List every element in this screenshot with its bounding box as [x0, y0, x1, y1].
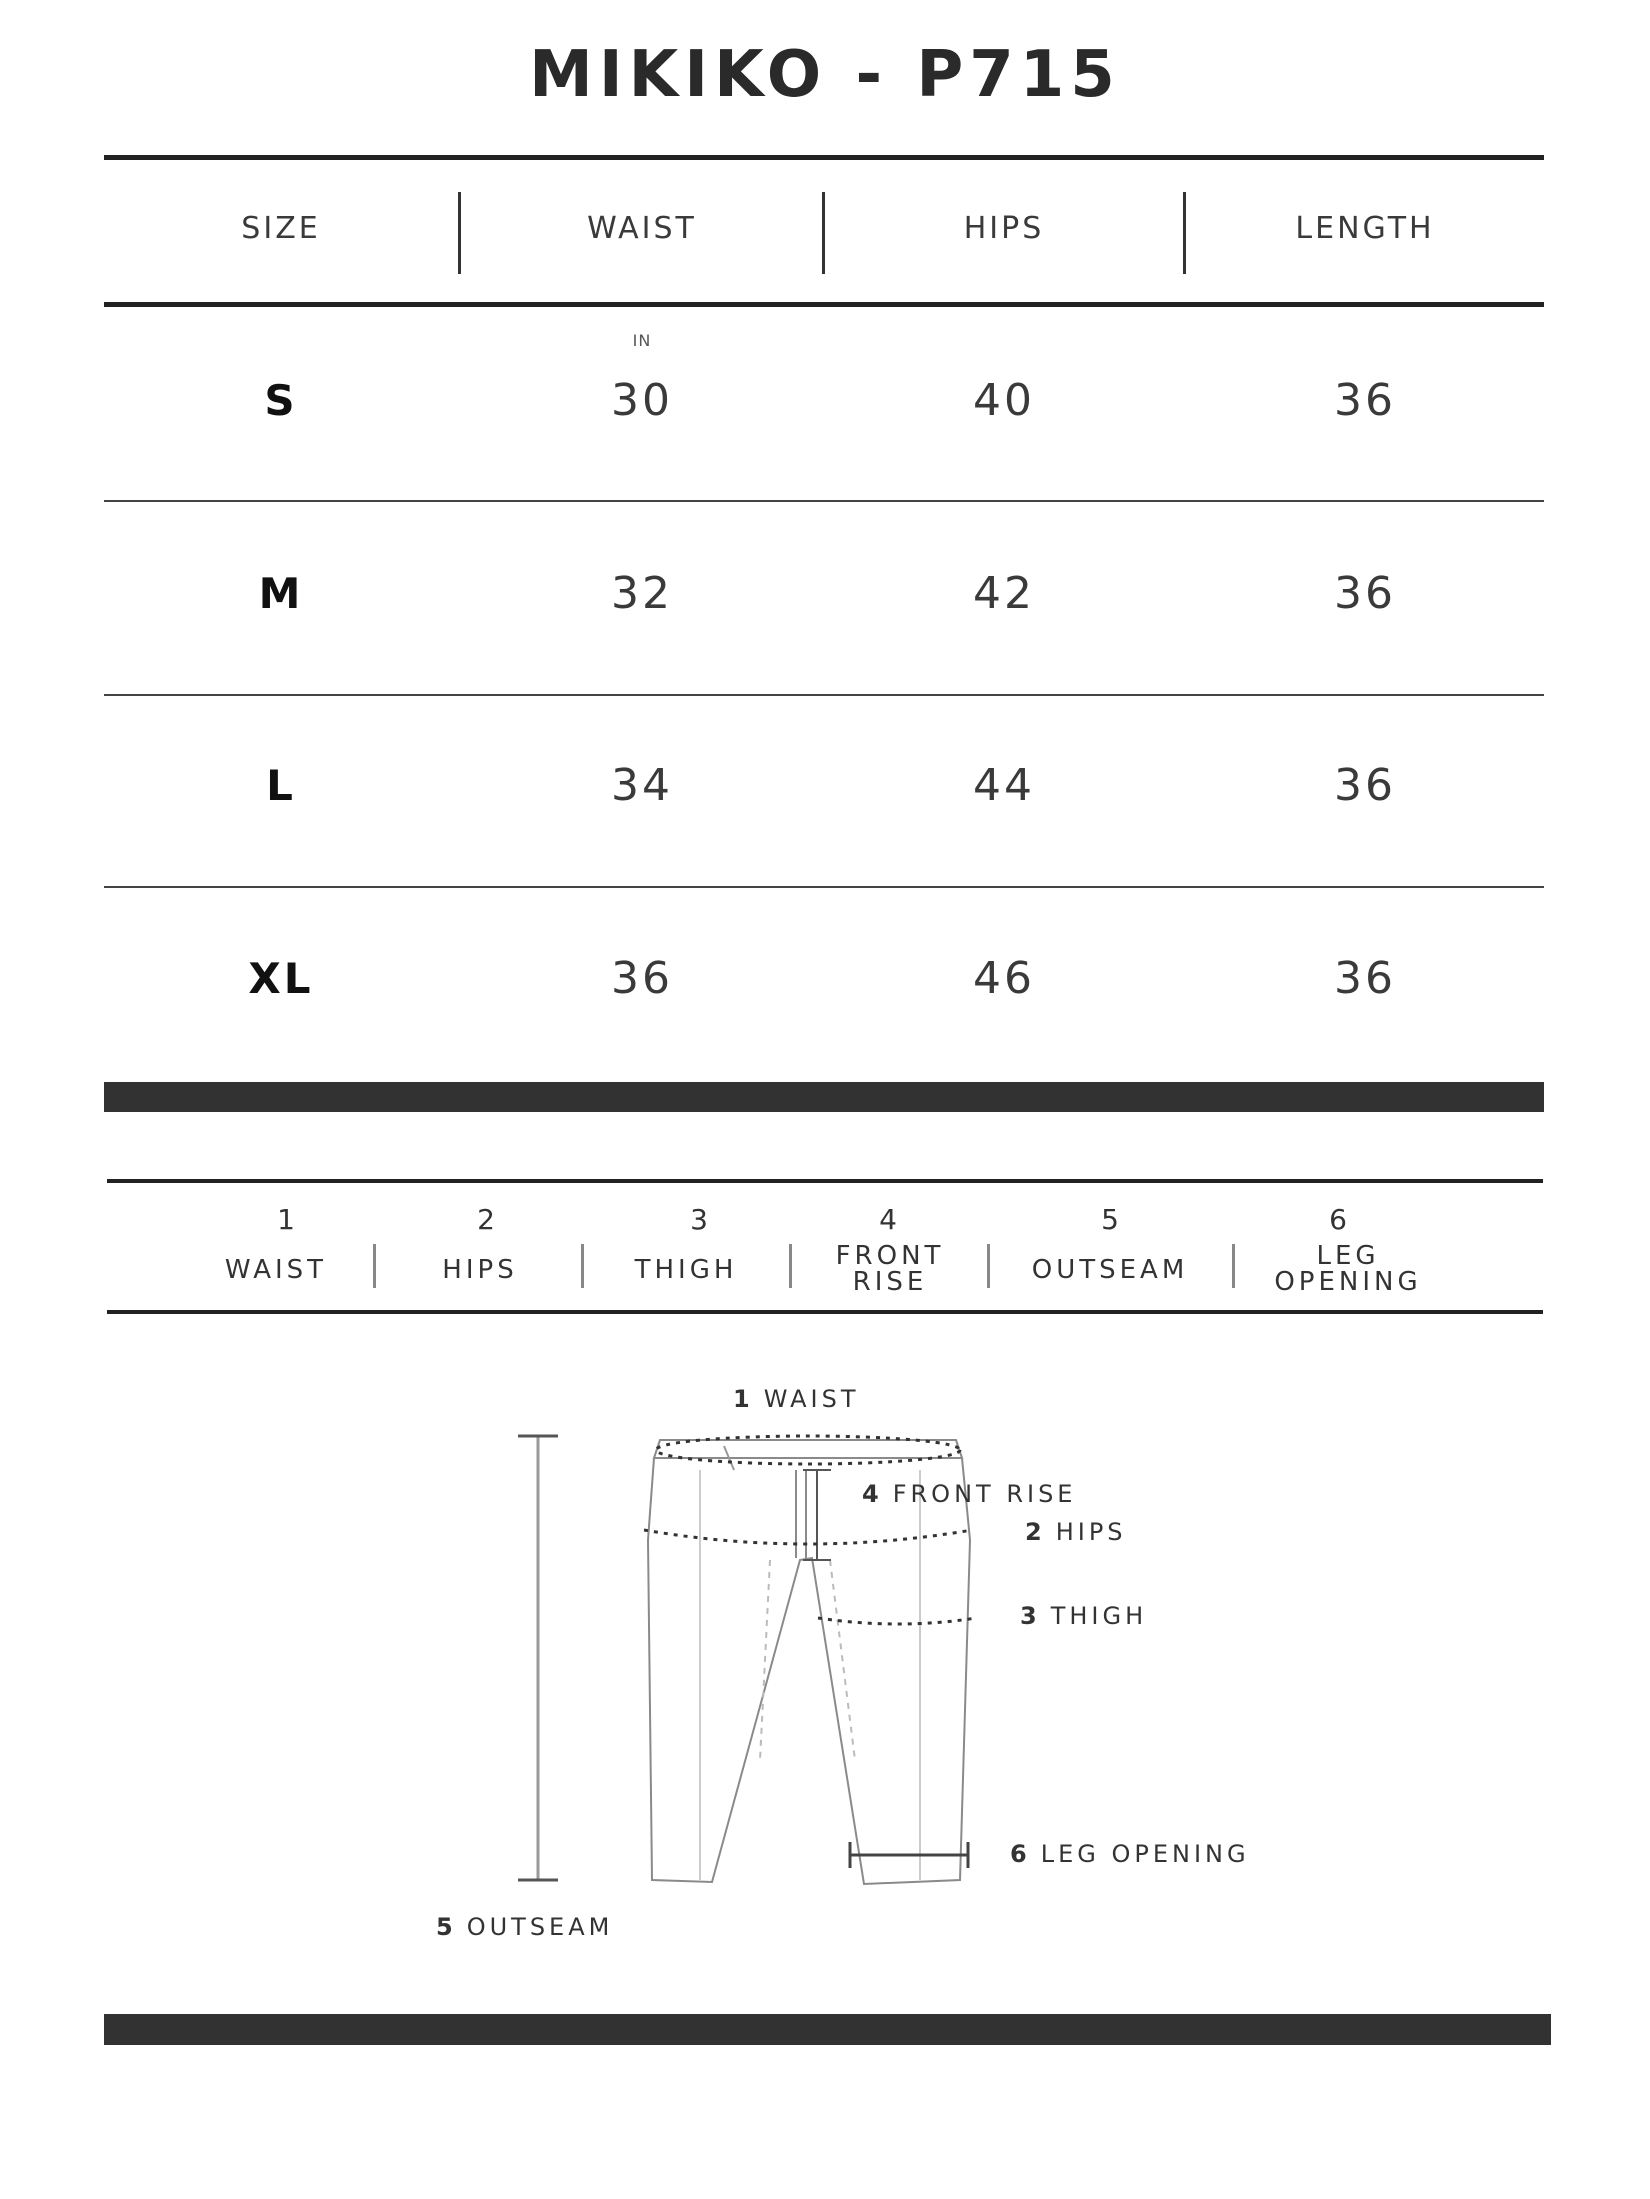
length-cell: 36: [1334, 953, 1396, 1004]
header-waist: WAIST: [587, 211, 697, 246]
legend-label: THIGH: [634, 1255, 738, 1285]
outseam-rule: [518, 1436, 558, 1880]
size-cell: S: [264, 376, 298, 425]
legend-num: 3: [690, 1203, 708, 1236]
header-size: SIZE: [241, 211, 321, 246]
hips-cell: 40: [973, 375, 1035, 426]
hips-measure-line: [644, 1530, 972, 1544]
length-cell: 36: [1334, 568, 1396, 619]
hips-cell: 44: [973, 760, 1035, 811]
diagram-num: 6: [1010, 1840, 1027, 1868]
hips-cell: 42: [973, 568, 1035, 619]
size-cell: L: [266, 761, 296, 810]
leg-opening-ruler: [850, 1842, 968, 1868]
header-length: LENGTH: [1295, 211, 1435, 246]
diagram-label-hips: [1025, 1518, 1127, 1546]
legend-num: 1: [277, 1203, 295, 1236]
legend-num: 5: [1101, 1203, 1119, 1236]
waist-cell: 34: [611, 760, 673, 811]
diagram-text: HIPS: [1055, 1518, 1127, 1546]
legend-label: HIPS: [442, 1255, 518, 1285]
diagram-label-front-rise: [862, 1480, 1076, 1508]
legend-num: 2: [477, 1203, 495, 1236]
header-hips: HIPS: [963, 211, 1045, 246]
size-cell: XL: [248, 954, 314, 1003]
front-rise-ruler: [803, 1470, 831, 1560]
diagram-num: 4: [862, 1480, 879, 1508]
legend-label: OUTSEAM: [1031, 1255, 1189, 1285]
diagram-label-leg-opening: [1010, 1840, 1250, 1868]
diagram-text: THIGH: [1050, 1602, 1148, 1630]
thigh-measure-line: [818, 1618, 976, 1624]
footer-divider-bar: [104, 2014, 1551, 2045]
legend-num: 4: [879, 1203, 897, 1236]
length-cell: 36: [1334, 760, 1396, 811]
diagram-num: 1: [733, 1385, 750, 1413]
diagram-label-waist: [733, 1385, 860, 1413]
legend-label: FRONT RISE: [835, 1241, 945, 1297]
diagram-label-thigh: [1020, 1602, 1147, 1630]
waist-cell: 32: [611, 568, 673, 619]
waist-cell: 36: [611, 953, 673, 1004]
diagram-num: 2: [1025, 1518, 1042, 1546]
legend-label: LEG OPENING: [1274, 1241, 1422, 1297]
diagram-text: WAIST: [763, 1385, 860, 1413]
diagram-text: LEG OPENING: [1040, 1840, 1250, 1868]
diagram-text: OUTSEAM: [466, 1913, 614, 1941]
diagram-num: 3: [1020, 1602, 1037, 1630]
legend-label: WAIST: [224, 1255, 328, 1285]
legend-num: 6: [1329, 1203, 1347, 1236]
hips-cell: 46: [973, 953, 1035, 1004]
unit-label: IN: [632, 331, 652, 350]
diagram-label-outseam: [436, 1913, 613, 1941]
page-title: MIKIKO - P715: [529, 38, 1121, 112]
diagram-text: FRONT RISE: [892, 1480, 1077, 1508]
waist-cell: 30: [611, 375, 673, 426]
length-cell: 36: [1334, 375, 1396, 426]
diagram-num: 5: [436, 1913, 453, 1941]
size-cell: M: [258, 569, 304, 618]
